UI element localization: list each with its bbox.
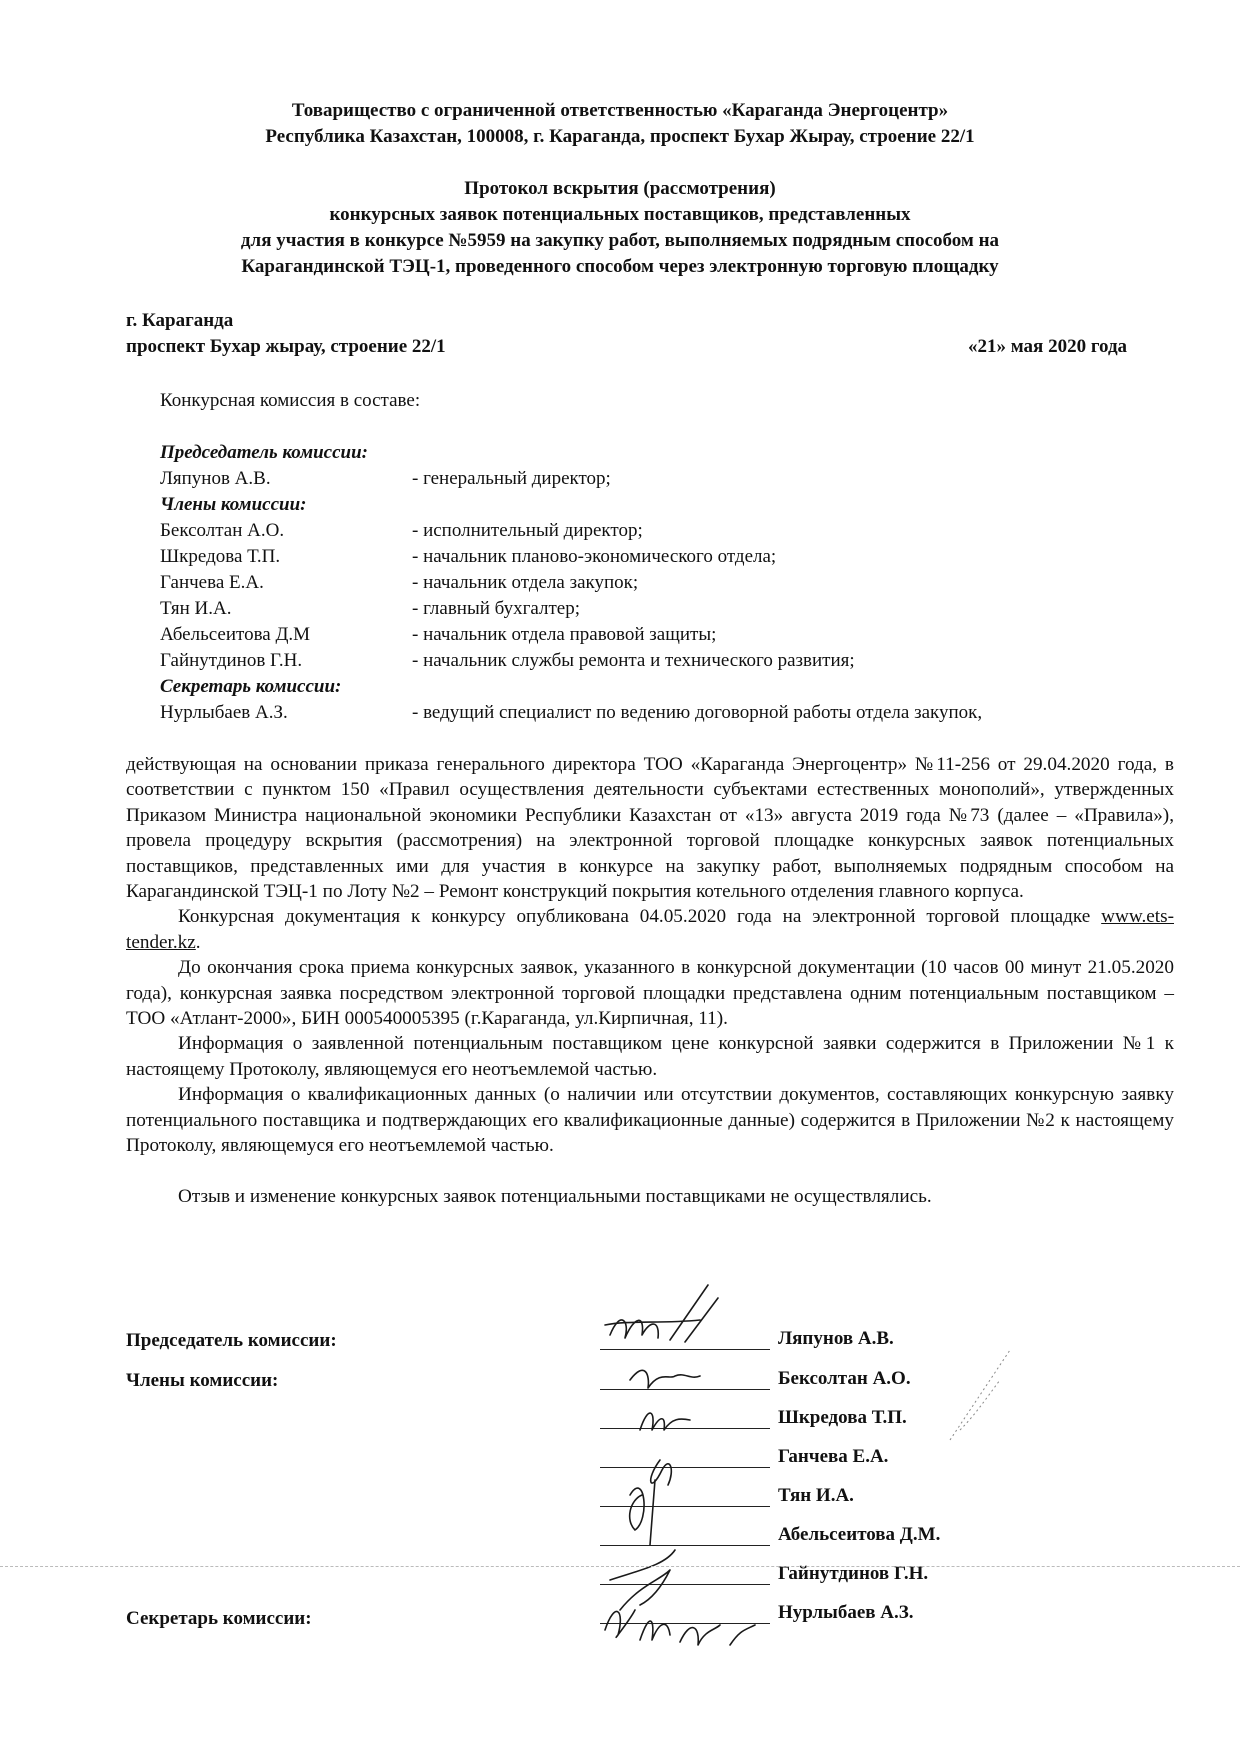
signatory-name: Бексолтан А.О. — [778, 1368, 911, 1389]
protocol-subtitle-3: Карагандинской ТЭЦ-1, проведенного способом через электронную торговую площадку — [241, 256, 999, 277]
body-paragraph — [126, 904, 1174, 955]
protocol-body — [126, 752, 1174, 1209]
protocol-title: Протокол вскрытия (рассмотрения) — [464, 178, 776, 199]
signatory-name: Ляпунов А.В. — [778, 1328, 894, 1349]
signatory-name: Шкредова Т.П. — [778, 1407, 907, 1428]
address: проспект Бухар жырау, строение 22/1 — [126, 336, 446, 357]
signatory-name: Нурлыбаев А.З. — [778, 1602, 914, 1623]
tender-link[interactable]: www.ets-tender.kz — [126, 906, 1174, 953]
chair-heading: Председатель комиссии: — [160, 442, 368, 463]
commission-secretary — [160, 700, 1160, 726]
body-paragraph: До окончания срока приема конкурсных заявок, указанного в конкурсной документации (10 часов 00 минут 21.05.2020 года), конкурсная заявка посредством электронной торговой площадки представлена одним потенциальным поставщиком – ТОО «Атлант-2000», БИН 000540005395 (г.Караганда, ул.Кирпичная, 11). — [126, 957, 1174, 1030]
member-name: Тян И.А. — [160, 598, 232, 619]
protocol-subtitle-2: для участия в конкурсе №5959 на закупку работ, выполняемых подрядным способом на — [240, 230, 1000, 251]
member-name: Бексолтан А.О. — [160, 520, 285, 541]
body-paragraph: Отзыв и изменение конкурсных заявок потенциальными поставщиками не осуществлялись. — [178, 1185, 932, 1207]
protocol-date: «21» мая 2020 года — [968, 336, 1128, 357]
member-name: Шкредова Т.П. — [160, 546, 281, 567]
scan-artifact-line — [0, 1566, 1240, 1567]
commission-member — [160, 622, 1160, 648]
commission-chair — [160, 466, 1160, 492]
member-name: Абельсеитова Д.М — [160, 624, 311, 645]
members-heading: Члены комиссии: — [160, 494, 307, 515]
member-position: - ведущий специалист по ведению договорной работы отдела закупок, — [412, 702, 983, 723]
sig-secretary-label: Секретарь комиссии: — [126, 1608, 312, 1629]
city: г. Караганда — [126, 310, 234, 331]
handwritten-signatures — [590, 1280, 790, 1660]
publication-text: Конкурсная документация к конкурсу опубликована 04.05.2020 года на электронной торговой площадке — [178, 906, 1091, 928]
signatory-name: Тян И.А. — [778, 1485, 854, 1506]
secretary-heading: Секретарь комиссии: — [160, 676, 342, 697]
commission-member — [160, 518, 1160, 544]
member-position: - начальник отдела закупок; — [412, 572, 639, 593]
member-name: Гайнутдинов Г.Н. — [160, 650, 303, 671]
member-position: - начальник планово-экономического отдела; — [412, 546, 777, 567]
sig-members-label: Члены комиссии: — [126, 1370, 279, 1391]
body-paragraph: действующая на основании приказа генерального директора ТОО «Караганда Энергоцентр» №11-256 от 29.04.2020 года, в соответствии с пунктом 150 «Правил осуществления деятельности субъектами естественных монополий», утвержденных Приказом Министра национальной экономики Республики Казахстан от «13» августа 2019 года №73 (далее – «Правила»), провела процедуру вскрытия (рассмотрения) на электронной торговой площадке конкурсных заявок потенциальных поставщиков, представленных ими для участия в конкурсе на закупку работ, выполняемых подрядным способом на Карагандинской ТЭЦ-1 по Лоту №2 – Ремонт конструкций покрытия котельного отделения главного корпуса. — [126, 754, 1174, 903]
commission-member — [160, 570, 1160, 596]
member-position: - начальник службы ремонта и технического развития; — [412, 650, 855, 671]
member-position: - генеральный директор; — [412, 468, 611, 489]
commission-member — [160, 544, 1160, 570]
commission-member — [160, 596, 1160, 622]
sig-chair-label: Председатель комиссии: — [126, 1330, 337, 1351]
member-position: - исполнительный директор; — [412, 520, 643, 541]
commission-member — [160, 648, 1160, 674]
commission-intro: Конкурсная комиссия в составе: — [160, 390, 421, 411]
member-position: - начальник отдела правовой защиты; — [412, 624, 717, 645]
signatory-name: Абельсеитова Д.М. — [778, 1524, 941, 1545]
body-paragraph: Информация о квалификационных данных (о наличии или отсутствии документов, составляющих конкурсную заявку потенциального поставщика и подтверждающих его квалификационные данные) содержится в Приложении №2 к настоящему Протоколу, являющемуся его неотъемлемой частью. — [126, 1084, 1174, 1157]
faint-signature-mark — [940, 1340, 1030, 1460]
member-name: Ганчева Е.А. — [160, 572, 264, 593]
org-name: Товарищество с ограниченной ответственностью «Караганда Энергоцентр» — [291, 100, 949, 121]
period: . — [195, 931, 201, 953]
member-name: Нурлыбаев А.З. — [160, 702, 288, 723]
protocol-subtitle-1: конкурсных заявок потенциальных поставщиков, представленных — [329, 204, 911, 225]
member-position: - главный бухгалтер; — [412, 598, 580, 619]
signatory-name: Гайнутдинов Г.Н. — [778, 1563, 929, 1584]
org-address: Республика Казахстан, 100008, г. Караганда, проспект Бухар Жырау, строение 22/1 — [265, 126, 975, 147]
body-paragraph: Информация о заявленной потенциальным поставщиком цене конкурсной заявки содержится в Приложении №1 к настоящему Протоколу, являющемуся его неотъемлемой частью. — [126, 1033, 1174, 1080]
member-name: Ляпунов А.В. — [160, 468, 271, 489]
signatory-name: Ганчева Е.А. — [778, 1446, 889, 1467]
